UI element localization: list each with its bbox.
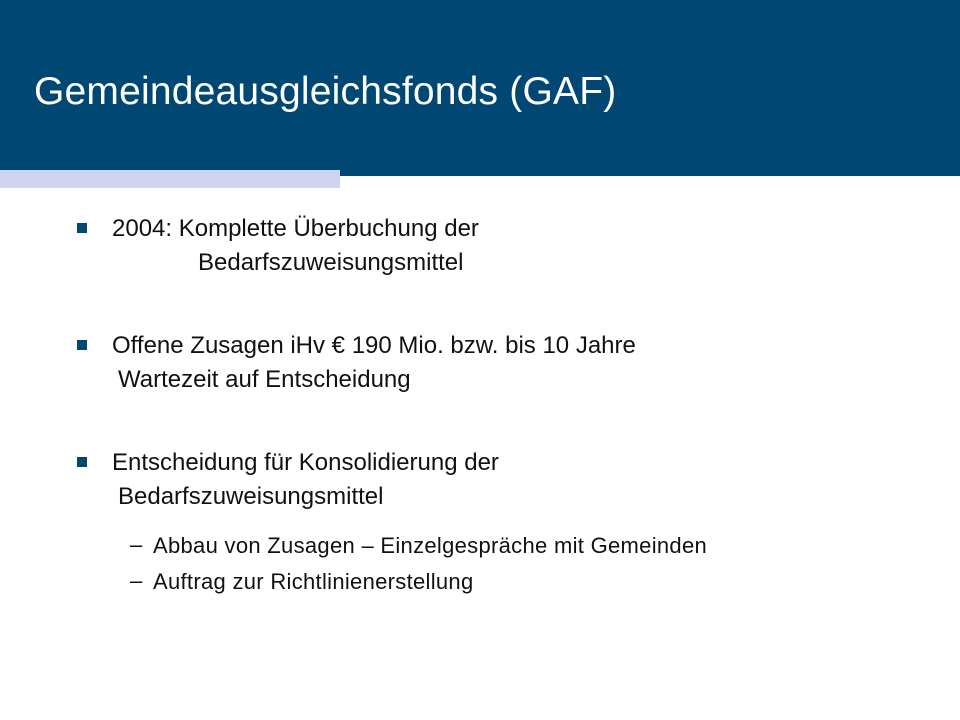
- square-bullet-icon: [77, 457, 87, 467]
- bullet-3-line-2: Bedarfszuweisungsmittel: [118, 483, 384, 510]
- dash-bullet-icon: –: [130, 532, 143, 557]
- dash-bullet-icon: –: [130, 568, 143, 593]
- bullet-2-line-2: Wartezeit auf Entscheidung: [118, 366, 411, 393]
- subitem-1: Abbau von Zusagen – Einzelgespräche mit Gemeinden: [153, 533, 708, 558]
- title-bar: [0, 0, 960, 176]
- square-bullet-icon: [77, 340, 87, 350]
- accent-stripe: [0, 170, 340, 188]
- bullet-1-line-2: Bedarfszuweisungsmittel: [198, 249, 464, 276]
- subitem-2: Auftrag zur Richtlinienerstellung: [153, 569, 474, 594]
- bullet-2-line-1: Offene Zusagen iHv € 190 Mio. bzw. bis 10 Jahre: [112, 332, 636, 359]
- bullet-1-line-1: 2004: Komplette Überbuchung der: [112, 215, 479, 242]
- square-bullet-icon: [77, 223, 87, 233]
- slide-title: Gemeindeausgleichsfonds (GAF): [34, 70, 617, 113]
- bullet-3-line-1: Entscheidung für Konsolidierung der: [112, 449, 499, 476]
